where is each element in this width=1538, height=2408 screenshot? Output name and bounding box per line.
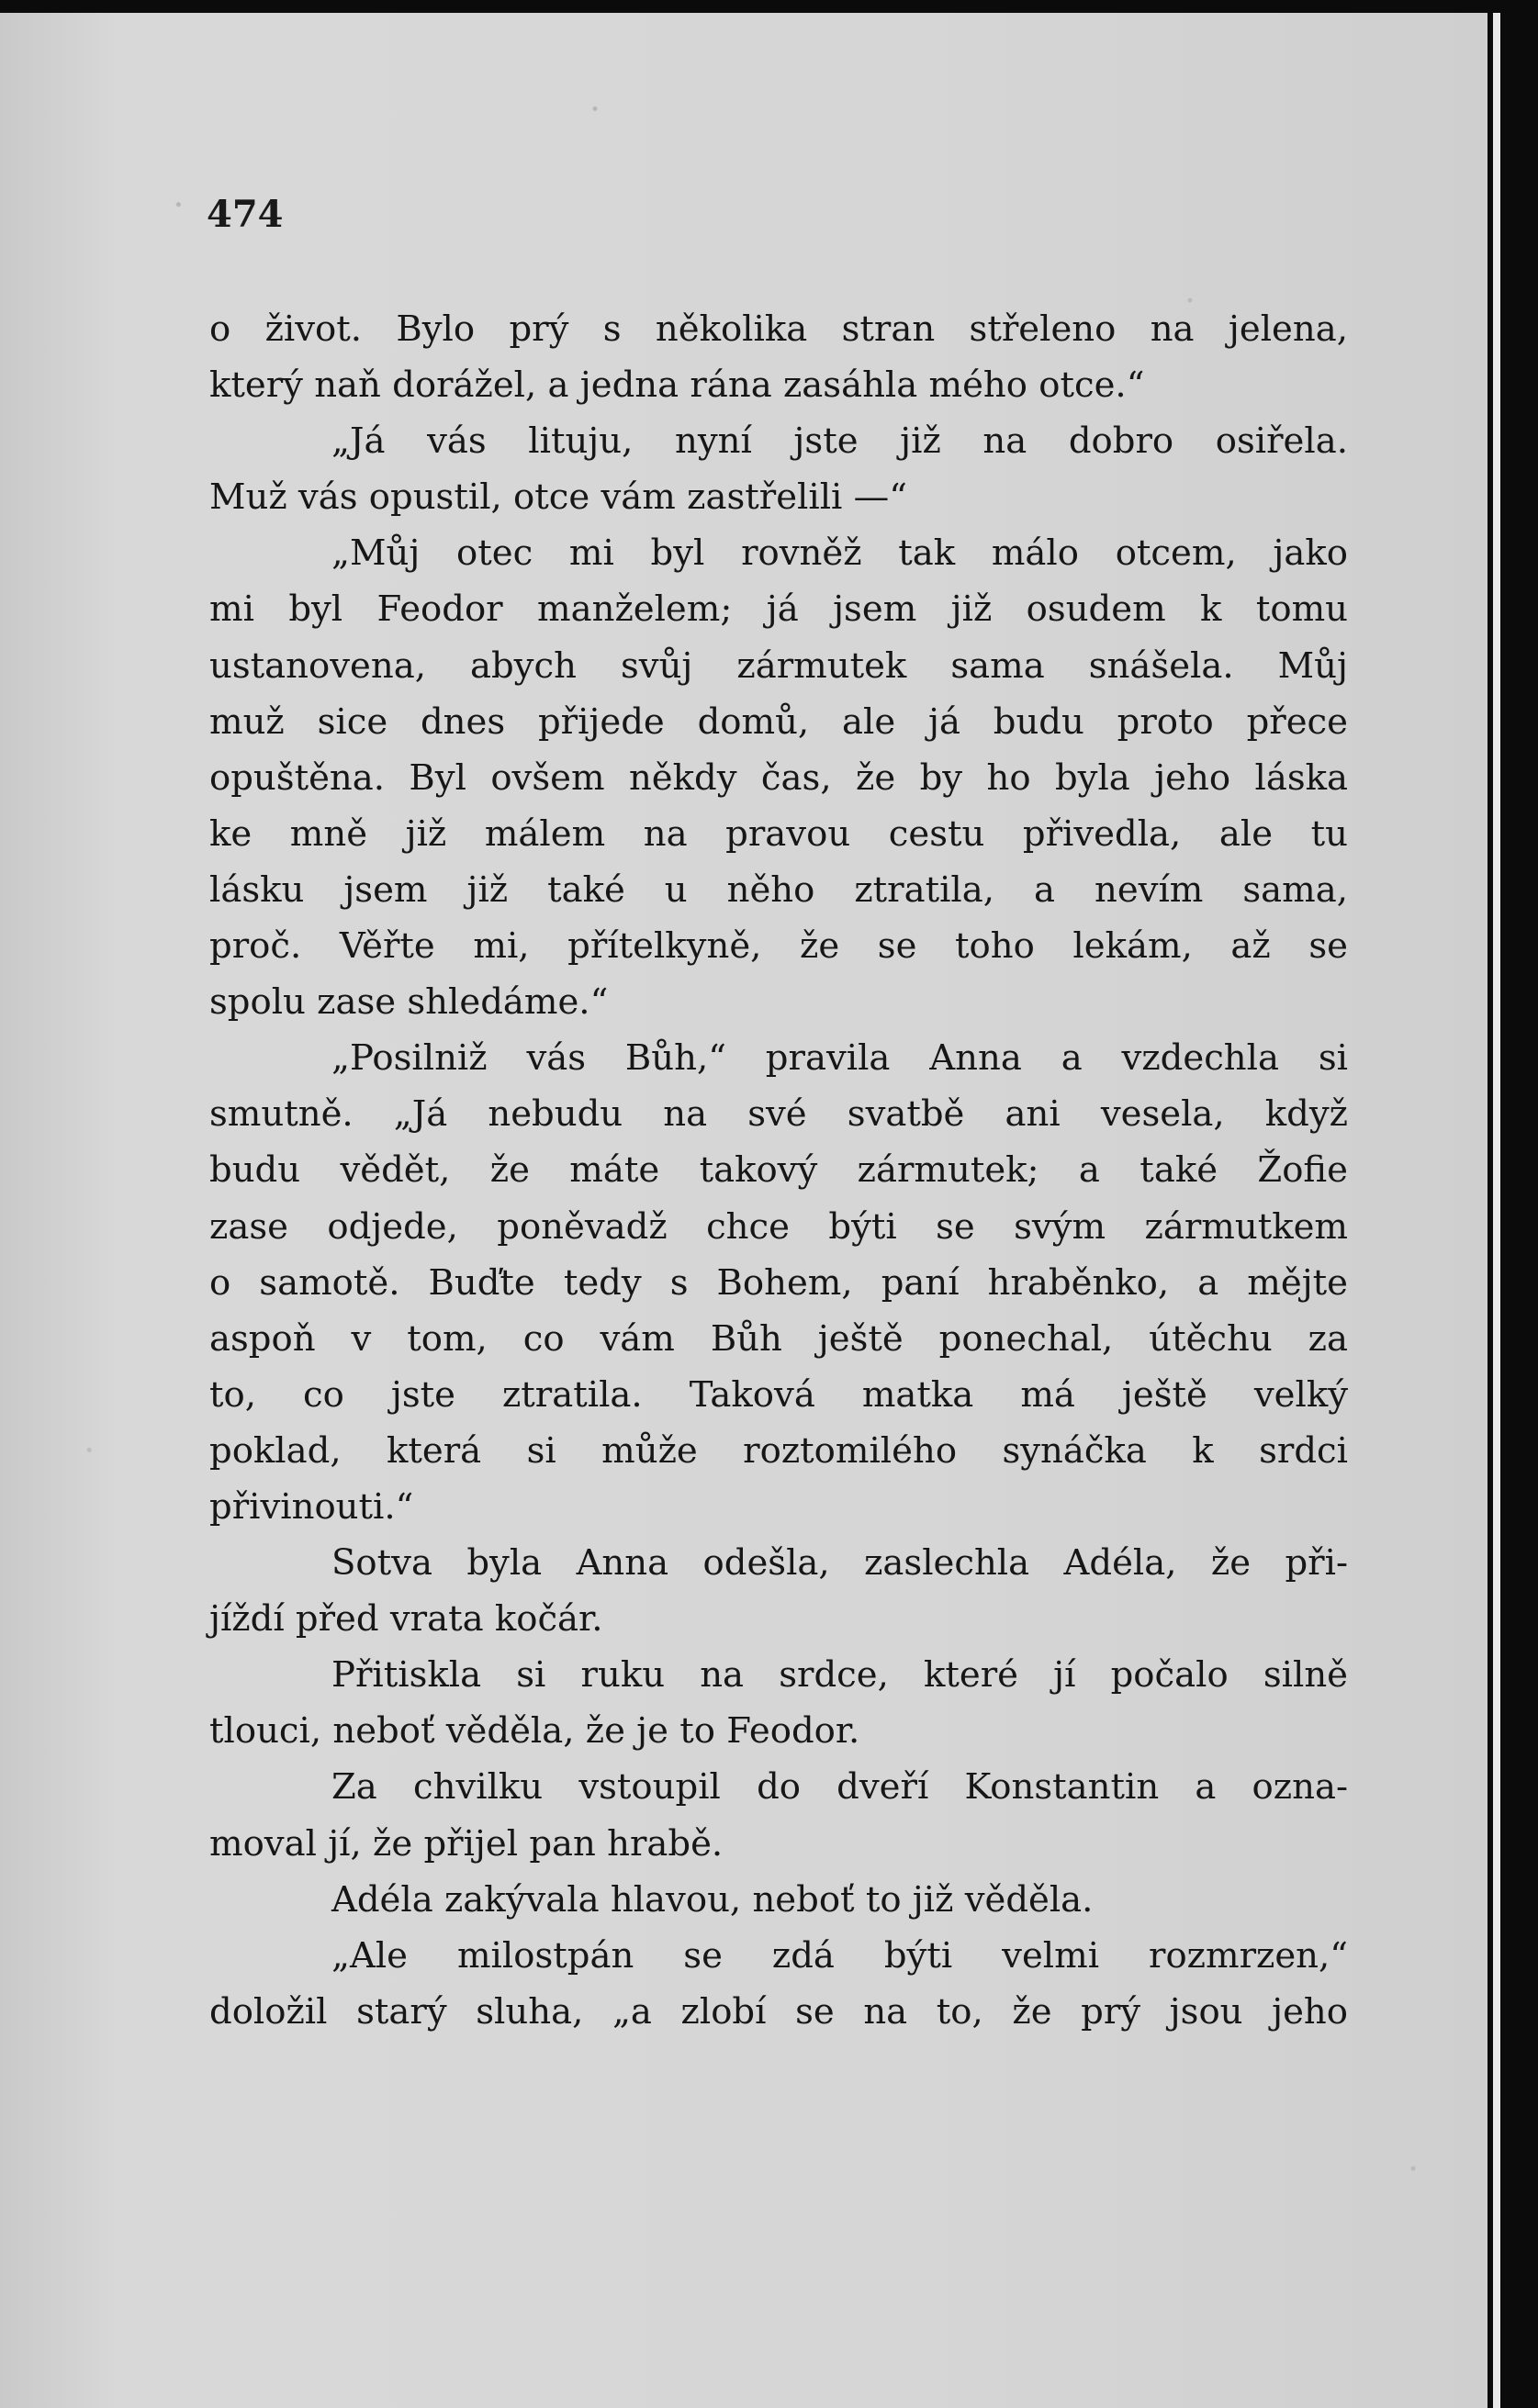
page-number: 474 xyxy=(207,193,284,236)
text-line: jíždí před vrata kočár. xyxy=(209,1598,603,1641)
text-line: lásku jsem již také u něho ztratila, a nevím sama, xyxy=(209,868,1348,911)
text-line: který naň dorážel, a jedna rána zasáhla mého otce.“ xyxy=(209,364,1145,407)
text-line: aspoň v tom, co vám Bůh ještě ponechal, útěchu za xyxy=(209,1317,1348,1360)
text-line: Adéla zakývala hlavou, neboť to již věděla. xyxy=(331,1878,1094,1921)
text-line: o samotě. Buďte tedy s Bohem, paní hraběnko, a mějte xyxy=(209,1261,1348,1304)
text-line: „Posilniž vás Bůh,“ pravila Anna a vzdechla si xyxy=(331,1037,1348,1080)
text-line: Přitiskla si ruku na srdce, které jí počalo silně xyxy=(331,1654,1348,1697)
text-line: „Můj otec mi byl rovněž tak málo otcem, jako xyxy=(331,532,1348,575)
text-line: Za chvilku vstoupil do dveří Konstantin a ozna- xyxy=(331,1766,1348,1809)
text-line: poklad, která si může roztomilého synáčka k srdci xyxy=(209,1429,1348,1472)
page-edge xyxy=(1493,13,1500,2408)
text-line: smutně. „Já nebudu na své svatbě ani vesela, když xyxy=(209,1093,1348,1136)
text-line: ke mně již málem na pravou cestu přivedla, ale tu xyxy=(209,812,1348,855)
text-line: ustanovena, abych svůj zármutek sama snášela. Můj xyxy=(209,644,1348,687)
text-line: opuštěna. Byl ovšem někdy čas, že by ho byla jeho láska xyxy=(209,756,1348,799)
text-line: přivinouti.“ xyxy=(209,1485,414,1528)
text-line: Sotva byla Anna odešla, zaslechla Adéla, že při- xyxy=(331,1542,1348,1585)
text-line: Muž vás opustil, otce vám zastřelili —“ xyxy=(209,476,907,519)
text-line: proč. Věřte mi, přítelkyně, že se toho lekám, až se xyxy=(209,925,1348,968)
text-line: o život. Bylo prý s několika stran střeleno na jelena, xyxy=(209,308,1348,350)
text-line: mi byl Feodor manželem; já jsem již osudem k tomu xyxy=(209,588,1348,631)
text-line: „Ale milostpán se zdá býti velmi rozmrzen,“ xyxy=(331,1934,1348,1977)
text-line: spolu zase shledáme.“ xyxy=(209,981,609,1024)
text-line: budu vědět, že máte takový zármutek; a také Žofie xyxy=(209,1149,1348,1192)
text-line: „Já vás lituju, nyní jste již na dobro osiřela. xyxy=(331,420,1348,463)
text-line: tlouci, neboť věděla, že je to Feodor. xyxy=(209,1710,860,1753)
text-line: muž sice dnes přijede domů, ale já budu proto přece xyxy=(209,700,1348,743)
text-line: zase odjede, poněvadž chce býti se svým zármutkem xyxy=(209,1205,1348,1248)
text-line: to, co jste ztratila. Taková matka má ještě velký xyxy=(209,1373,1348,1416)
body-text xyxy=(209,301,1348,2040)
text-line: moval jí, že přijel pan hrabě. xyxy=(209,1822,724,1865)
text-line: doložil starý sluha, „a zlobí se na to, že prý jsou jeho xyxy=(209,1990,1348,2033)
